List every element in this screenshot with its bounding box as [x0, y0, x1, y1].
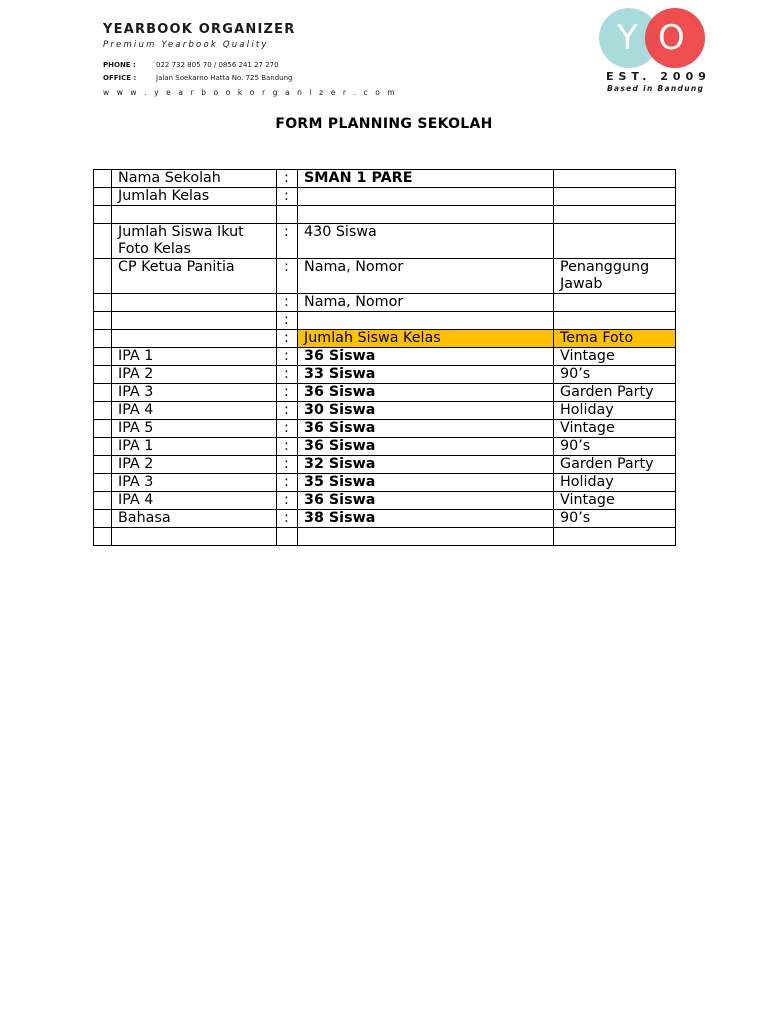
office-label: OFFICE :	[103, 74, 137, 82]
label-cell: IPA 5	[112, 420, 277, 438]
separator-cell	[277, 528, 298, 546]
row-marker-cell	[94, 294, 112, 312]
value-cell	[298, 528, 554, 546]
row-marker-cell	[94, 312, 112, 330]
table-row	[94, 456, 676, 474]
extra-cell: Garden Party	[554, 456, 676, 474]
table-row	[94, 224, 676, 259]
extra-cell: 90’s	[554, 438, 676, 456]
label-cell: IPA 3	[112, 384, 277, 402]
table-row	[94, 206, 676, 224]
value-cell: Nama, Nomor	[298, 294, 554, 312]
label-cell	[112, 294, 277, 312]
contact-block	[103, 59, 397, 85]
label-cell: Jumlah Kelas	[112, 188, 277, 206]
value-cell: 36 Siswa	[298, 492, 554, 510]
extra-cell	[554, 206, 676, 224]
row-marker-cell	[94, 474, 112, 492]
label-cell	[112, 330, 277, 348]
label-cell	[112, 528, 277, 546]
extra-cell	[554, 170, 676, 188]
phone-label: PHONE :	[103, 61, 136, 69]
separator-cell: :	[277, 384, 298, 402]
website: w w w . y e a r b o o k o r g a n i z e r . c o m	[103, 88, 398, 97]
table-row	[94, 384, 676, 402]
label-cell: IPA 1	[112, 438, 277, 456]
row-marker-cell	[94, 510, 112, 528]
row-marker-cell	[94, 170, 112, 188]
row-marker-cell	[94, 224, 112, 259]
row-marker-cell	[94, 348, 112, 366]
value-cell: 32 Siswa	[298, 456, 554, 474]
table-row	[94, 259, 676, 294]
table-row	[94, 528, 676, 546]
row-marker-cell	[94, 206, 112, 224]
extra-cell: Garden Party	[554, 384, 676, 402]
extra-cell: Tema Foto	[554, 330, 676, 348]
separator-cell: :	[277, 474, 298, 492]
label-cell	[112, 206, 277, 224]
logo-based-in: Based in Bandung	[607, 84, 705, 93]
logo-letter-y: Y	[617, 18, 638, 58]
value-cell: 36 Siswa	[298, 420, 554, 438]
table-row	[94, 188, 676, 206]
phone-value: 022 732 805 70 / 0856 241 27 270	[156, 61, 279, 69]
label-cell: IPA 2	[112, 366, 277, 384]
row-marker-cell	[94, 456, 112, 474]
table-row	[94, 330, 676, 348]
separator-cell: :	[277, 456, 298, 474]
row-marker-cell	[94, 528, 112, 546]
separator-cell: :	[277, 402, 298, 420]
table-row	[94, 402, 676, 420]
label-cell: Nama Sekolah	[112, 170, 277, 188]
page-title: FORM PLANNING SEKOLAH	[275, 116, 493, 132]
row-marker-cell	[94, 384, 112, 402]
label-cell: IPA 4	[112, 402, 277, 420]
value-cell: 36 Siswa	[298, 348, 554, 366]
extra-cell	[554, 188, 676, 206]
value-cell: 30 Siswa	[298, 402, 554, 420]
separator-cell: :	[277, 312, 298, 330]
table-row	[94, 510, 676, 528]
extra-cell: 90’s	[554, 510, 676, 528]
row-marker-cell	[94, 402, 112, 420]
table-row	[94, 170, 676, 188]
extra-cell	[554, 528, 676, 546]
extra-cell: 90’s	[554, 366, 676, 384]
value-cell	[298, 312, 554, 330]
value-cell: 38 Siswa	[298, 510, 554, 528]
value-cell: 36 Siswa	[298, 384, 554, 402]
label-cell: IPA 3	[112, 474, 277, 492]
row-marker-cell	[94, 492, 112, 510]
extra-cell: Holiday	[554, 474, 676, 492]
letterhead	[103, 22, 397, 97]
label-cell: IPA 2	[112, 456, 277, 474]
separator-cell: :	[277, 330, 298, 348]
table-row	[94, 474, 676, 492]
label-cell: CP Ketua Panitia	[112, 259, 277, 294]
extra-cell: Vintage	[554, 348, 676, 366]
logo-established: EST. 2009	[606, 70, 711, 83]
separator-cell: :	[277, 366, 298, 384]
separator-cell: :	[277, 438, 298, 456]
separator-cell: :	[277, 492, 298, 510]
label-cell: Jumlah Siswa Ikut Foto Kelas	[112, 224, 277, 259]
planning-table	[93, 169, 676, 546]
separator-cell	[277, 206, 298, 224]
table-row	[94, 312, 676, 330]
label-cell: Bahasa	[112, 510, 277, 528]
row-marker-cell	[94, 259, 112, 294]
separator-cell: :	[277, 420, 298, 438]
label-cell	[112, 312, 277, 330]
yo-logo	[597, 8, 709, 70]
extra-cell	[554, 294, 676, 312]
office-value: Jalan Soekarno Hatta No. 725 Bandung	[156, 74, 293, 82]
extra-cell: Vintage	[554, 420, 676, 438]
separator-cell: :	[277, 224, 298, 259]
row-marker-cell	[94, 188, 112, 206]
value-cell: SMAN 1 PARE	[298, 170, 554, 188]
table-row	[94, 492, 676, 510]
brand-tagline: Premium Yearbook Quality	[103, 40, 269, 50]
table-row	[94, 294, 676, 312]
separator-cell: :	[277, 510, 298, 528]
extra-cell	[554, 224, 676, 259]
value-cell: Nama, Nomor	[298, 259, 554, 294]
table-row	[94, 366, 676, 384]
separator-cell: :	[277, 259, 298, 294]
label-cell: IPA 4	[112, 492, 277, 510]
row-marker-cell	[94, 366, 112, 384]
value-cell	[298, 188, 554, 206]
value-cell	[298, 206, 554, 224]
value-cell: 35 Siswa	[298, 474, 554, 492]
value-cell: Jumlah Siswa Kelas	[298, 330, 554, 348]
row-marker-cell	[94, 330, 112, 348]
table-row	[94, 438, 676, 456]
value-cell: 36 Siswa	[298, 438, 554, 456]
row-marker-cell	[94, 438, 112, 456]
separator-cell: :	[277, 188, 298, 206]
logo-letter-o: O	[658, 18, 685, 58]
extra-cell	[554, 312, 676, 330]
extra-cell: Penanggung Jawab	[554, 259, 676, 294]
separator-cell: :	[277, 294, 298, 312]
extra-cell: Holiday	[554, 402, 676, 420]
row-marker-cell	[94, 420, 112, 438]
value-cell: 33 Siswa	[298, 366, 554, 384]
separator-cell: :	[277, 170, 298, 188]
table-row	[94, 420, 676, 438]
label-cell: IPA 1	[112, 348, 277, 366]
separator-cell: :	[277, 348, 298, 366]
value-cell: 430 Siswa	[298, 224, 554, 259]
table-row	[94, 348, 676, 366]
extra-cell: Vintage	[554, 492, 676, 510]
brand-name: YEARBOOK ORGANIZER	[103, 22, 296, 37]
